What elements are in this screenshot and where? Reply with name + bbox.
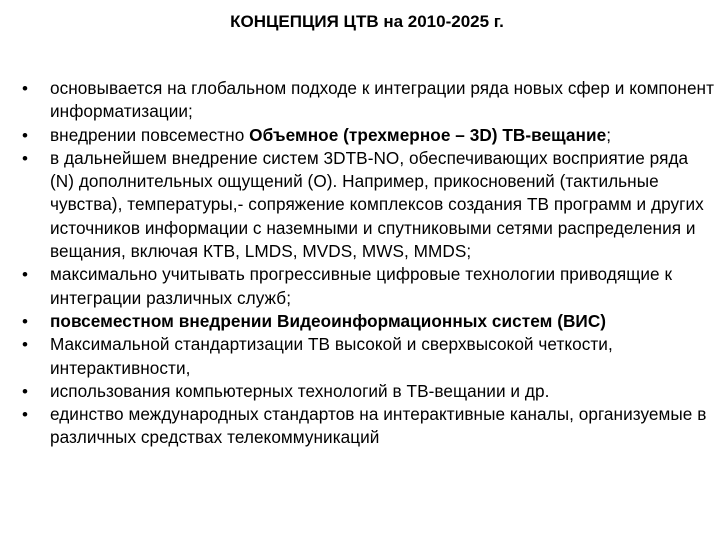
bullet-item-2 bbox=[22, 124, 714, 147]
bullet-dot: • bbox=[22, 311, 29, 331]
bullet-item-7 bbox=[22, 380, 714, 403]
bullet-dot: • bbox=[22, 125, 29, 145]
bullet-text: основывается на глобальном подходе к интеграции ряда новых сфер и компонент информатизации; bbox=[50, 78, 715, 122]
bullet-text: Максимальной стандартизации ТВ высокой и сверхвысокой четкости, интерактивности, bbox=[50, 334, 613, 378]
bullet-text-suffix: ; bbox=[606, 124, 612, 145]
bullet-dot: • bbox=[22, 265, 29, 285]
bullet-item-4 bbox=[22, 263, 714, 310]
bullet-item-3 bbox=[22, 147, 714, 263]
bullet-dot: • bbox=[22, 79, 29, 98]
bullet-dot: • bbox=[22, 381, 29, 401]
bullet-text-bold: Объемное (трехмерное – 3D) ТВ-вещание bbox=[249, 124, 607, 145]
bullet-list bbox=[22, 77, 714, 450]
bullet-text-bold: повсеместном внедрении Видеоинформационных систем (ВИС) bbox=[50, 310, 607, 331]
bullet-text: единство международных стандартов на интерактивные каналы, организуемые в различных средствах телекоммуникаций bbox=[50, 404, 707, 448]
slide-title: КОНЦЕПЦИЯ ЦТВ на 2010-2025 г. bbox=[230, 12, 504, 31]
bullet-dot: • bbox=[22, 148, 29, 168]
bullet-text: максимально учитывать прогрессивные цифровые технологии приводящие к интеграции различных служб; bbox=[50, 264, 673, 308]
bullet-text: в дальнейшем внедрение систем 3DTB-NO, обеспечивающих восприятие ряда (N) дополнительных ощущений (О). Например, прикосновений (тактильные чувства), температуры,- сопряжение комплексов создания ТВ программ и других источников информации с наземными и спутниковыми сетями распределения и вещания, включая КТВ, LMDS, MVDS, MWS, MMDS; bbox=[50, 147, 704, 262]
bullet-dot: • bbox=[22, 405, 29, 425]
bullet-item-1 bbox=[22, 77, 714, 124]
bullet-text: использования компьютерных технологий в ТВ-вещании и др. bbox=[50, 380, 550, 401]
bullet-text-prefix: внедрении повсеместно bbox=[50, 124, 250, 145]
bullet-dot: • bbox=[22, 335, 29, 355]
bullet-item-8 bbox=[22, 403, 714, 450]
bullet-item-6 bbox=[22, 333, 714, 380]
bullet-item-5 bbox=[22, 310, 714, 333]
